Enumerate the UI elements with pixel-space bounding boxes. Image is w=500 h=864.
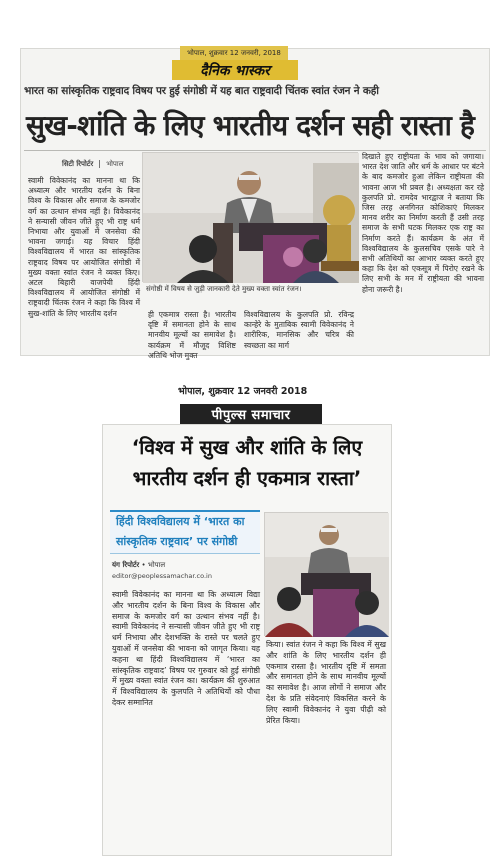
byline-place: भोपाल <box>147 561 166 569</box>
byline-email: editor@peoplessamachar.co.in <box>112 572 212 580</box>
headline: ‘विश्व में सुख और शांति के लिए भारतीय दर्शन ही एकमात्र रास्ता’ <box>131 436 363 490</box>
byline-name: सिटी रिपोर्टर <box>62 159 94 168</box>
speaker-at-podium-image <box>265 513 389 637</box>
event-photo <box>142 152 358 282</box>
article-column-2: किया। स्वांत रंजन ने कहा कि विश्व में सुख और शांति के लिए भारतीय दर्शन ही एकमात्र रास्ता है। भारतीय दृष्टि में समता और समानता होने के साथ मानवीय मूल्यों का समावेश है। आज लोगों ने समाज और देश के प्रति संवेदनाएं विकसित करने के लिए स्वामी विवेकानंद ने युवा पीढ़ी को प्रेरित किया। <box>266 640 386 725</box>
article-column-2: ही एकमात्र रास्ता है। भारतीय दृष्टि में समानता होने के साथ मानवीय मूल्यों का समावेश है। कार्यक्रम में मौजूद विशिष्ट अतिथि भोज मुक्त <box>148 310 236 360</box>
byline <box>112 560 262 586</box>
headline: सुख-शांति के लिए भारतीय दर्शन सही रास्ता है <box>26 109 475 142</box>
byline-separator <box>99 160 100 168</box>
divider <box>24 150 486 151</box>
photo-caption: संगोष्ठी में विषय से जुड़ी जानकारी देते मुख्य वक्ता स्वांत रंजन। <box>146 285 302 293</box>
masthead-text: दैनिक भास्कर <box>200 62 270 79</box>
byline-place: भोपाल <box>106 159 124 168</box>
byline-separator: • <box>141 561 146 569</box>
article-column-1: स्वामी विवेकानंद का मानना था कि अध्यात्म विद्या और भारतीय दर्शन के बिना विश्व के विकास और समाज के कमजोर वर्ग का उत्थान संभव नहीं है। स्वामी विवेकानंद ने सन्यासी जीवन जीते हुए भी राष्ट्र धर्म निभाया और देशभक्ति के रास्ते पर चलते हुए युवाओं में जनसेवा की भावना को जागृत किया। यह कहना था हिंदी विश्वविद्यालय में ‘भारत का सांस्कृतिक राष्ट्रवाद’ विषय पर गुरुवार को हुई संगोष्ठी में मुख्य वक्ता स्वांत रंजन का। कार्यक्रम की शुरुआत में विश्वविद्यालय के कुलपति ने अतिथियों को पौधा देकर सम्मानित <box>112 590 260 707</box>
byline <box>62 158 123 170</box>
headline-kicker: भारत का सांस्कृतिक राष्ट्रवाद विषय पर हुई संगोष्ठी में यह बात राष्ट्रवादी चिंतक स्वांत रंजन ने कही <box>24 85 379 97</box>
byline-name: यंग रिपोर्टर <box>112 561 140 569</box>
dateline: भोपाल, शुक्रवार 12 जनवरी 2018 <box>178 386 308 397</box>
article-column-4: दिखाते हुए राष्ट्रीयता के भाव को जगाया। भारत देश जाति और धर्म के आधार पर बंटने के बाद कमजोर हुआ लेकिन राष्ट्रीयता की भावना आज भी प्रबल है। अध्यक्षता कर रहे कुलपति प्रो. रामदेव भारद्वाज ने बताया कि जिस तरह अनगिनत कोशिकाएं मिलकर मानव शरीर का निर्माण करती हैं उसी तरह समाज के सभी घटक मिलकर एक राष्ट्र का निर्माण करते हैं। कार्यक्रम के अंत में विश्वविद्यालय के कुलसचिव एसके पारे ने सभी अतिथियों का आभार व्यक्त करते हुए कहा कि देश को एकसूत्र में पिरोए रखने के लिए सभी के मन में राष्ट्रीयता की भावना होना जरूरी है। <box>362 152 484 294</box>
dateline: भोपाल, शुक्रवार 12 जनवरी, 2018 <box>180 46 288 60</box>
event-photo <box>264 512 388 636</box>
headline-kicker: हिंदी विश्वविद्यालय में ‘भारत का सांस्कृतिक राष्ट्रवाद’ पर संगोष्ठी <box>110 510 260 554</box>
speaker-at-podium-image <box>143 153 359 283</box>
masthead-text: पीपुल्स समाचार <box>211 408 291 423</box>
article-column-3: विश्वविद्यालय के कुलपति प्रो. रविन्द्र कान्हेरे के मुताबिक स्वामी विवेकानंद ने शारीरिक, मानसिक और चरित्र की स्वच्छता का मार्ग <box>244 310 354 350</box>
masthead-logo <box>180 404 322 424</box>
article-column-1: स्वामी विवेकानंद का मानना था कि अध्यात्म और भारतीय दर्शन के बिना विश्व के विकास और समाज के कमजोर वर्ग का उत्थान संभव नहीं है। विवेकानंद ने सन्यासी जीवन जीते हुए भी राष्ट्र धर्म निभाया और युवाओं में जनसेवा की भावना जगाई। यह विचार हिंदी विश्वविद्यालय में भारत का सांस्कृतिक राष्ट्रवाद विषय पर आयोजित संगोष्ठी में मुख्य वक्ता स्वांत रंजन ने व्यक्त किए। अटल बिहारी वाजपेयी हिंदी विश्वविद्यालय में आयोजित संगोष्ठी में राष्ट्रवादी चिंतक रंजन ने कहा कि विश्व में सुख-शांति के लिए भारतीय दर्शन <box>28 176 140 318</box>
masthead-tagline <box>182 397 322 404</box>
masthead-logo <box>172 60 298 80</box>
